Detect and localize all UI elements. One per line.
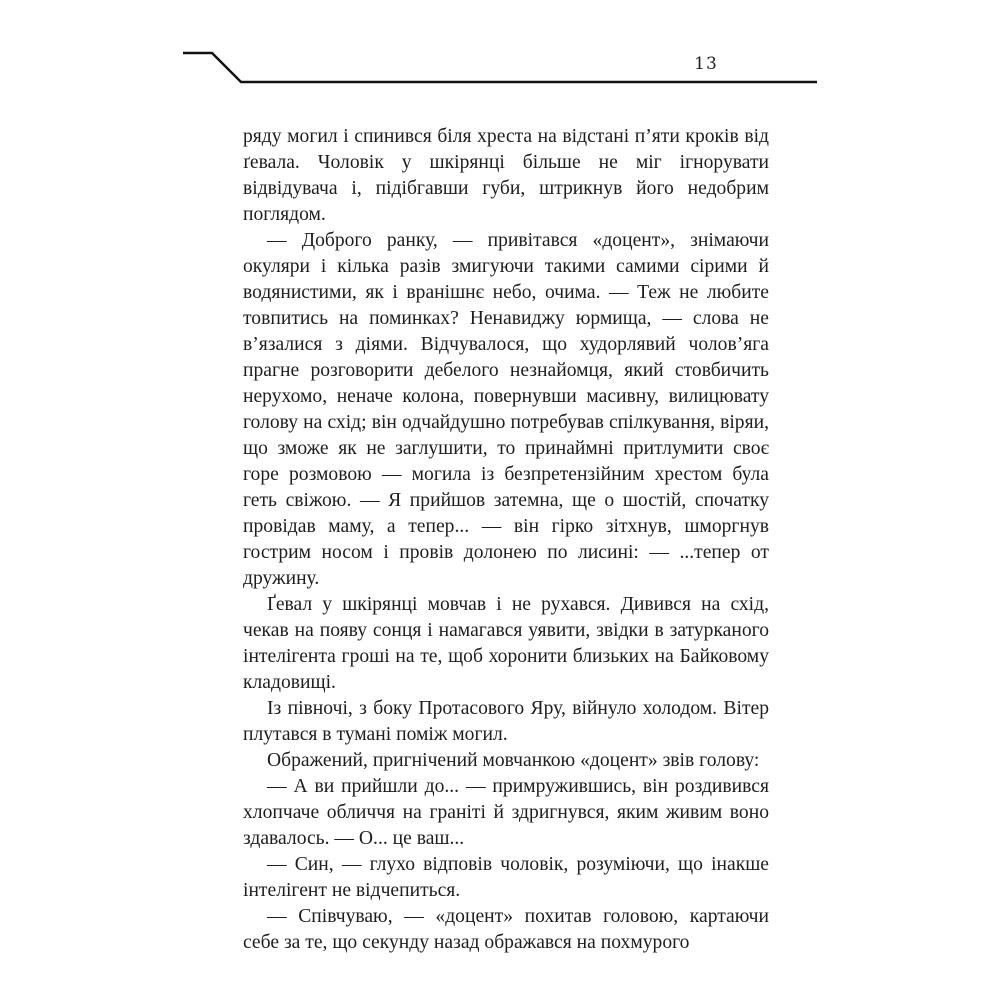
paragraph: — А ви прийшли до... — примружившись, він роздивився хлопчаче обличчя на граніті й здригнувся, яким живим воно здавалось. — О... це ваш... — [243, 776, 769, 849]
paragraph: — Співчуваю, — «доцент» похитав головою, картаючи себе за те, що секунду назад ображався на похмурого — [243, 906, 769, 953]
paragraph: — Син, — глухо відповів чоловік, розуміючи, що інакше інтелігент не відчепиться. — [243, 854, 769, 901]
body-text — [243, 124, 769, 956]
paragraph: ряду могил і спинився біля хреста на відстані п’яти кроків від ґевала. Чоловік у шкірянці більше не міг ігнорувати відвідувача і, підібгавши губи, штрикнув його недобрим поглядом. — [243, 126, 769, 225]
paragraph: — Доброго ранку, — привітався «доцент», знімаючи окуляри і кілька разів змигуючи такими самими сірими й водянистими, як і вранішнє небо, очима. — Теж не любите товпитись на поминках? Ненавиджу юрмища, — слова не в’язалися з діями. Відчувалося, що худорлявий чолов’яга прагне розговорити дебелого незнайомця, який стовбичить нерухомо, неначе колона, повернувши масивну, вилицювату голову на схід; він одчайдушно потребував спілкування, віряи, що зможе як не заглушити, то принаймні притлумити своє горе розмовою — могила із безпретензійним хрестом була геть свіжою. — Я прийшов затемна, ще о шостій, спочатку провідав маму, а тепер... — він гірко зітхнув, шморгнув гострим носом і провів долонею по лисині: — ...тепер от дружину. — [243, 230, 769, 589]
paragraph: Із півночі, з боку Протасового Яру, війнуло холодом. Вітер плутався в тумані поміж могил. — [243, 698, 769, 745]
paragraph: Ображений, пригнічений мовчанкою «доцент» звів голову: — [267, 750, 760, 771]
paragraph: Ґевал у шкірянці мовчав і не рухався. Дивився на схід, чекав на появу сонця і намагався уявити, звідки в затурканого інтелігента гроші на те, щоб хоронити близьких на Байковому кладовищі. — [243, 594, 769, 693]
page-number: 13 — [694, 54, 718, 74]
header-rule — [0, 0, 1000, 100]
